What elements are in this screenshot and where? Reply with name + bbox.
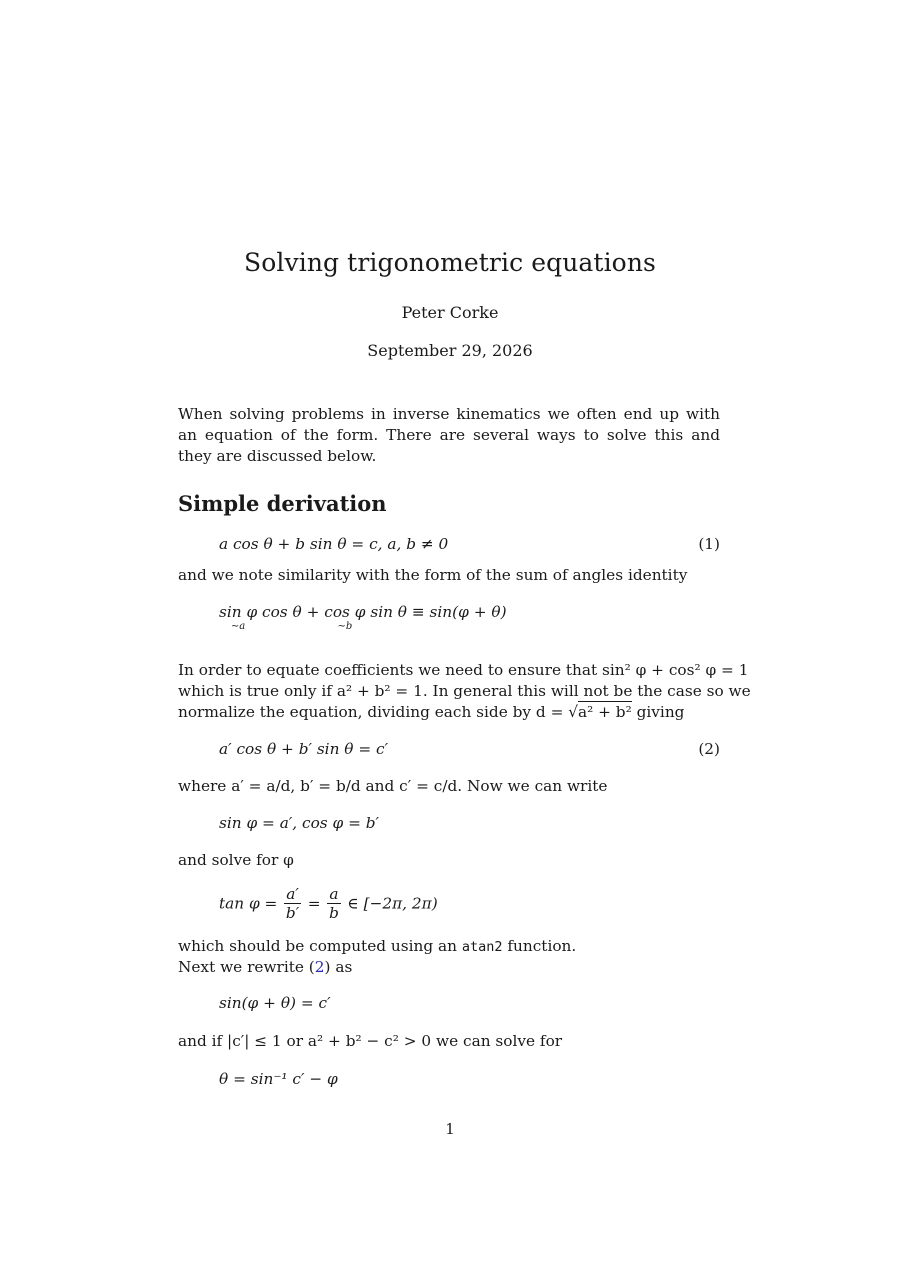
text-where: where a′ = a/d, b′ = b/d and c′ = c/d. Now we can write [178, 777, 608, 795]
underbrace-a [219, 603, 257, 633]
text-atan2 [178, 937, 576, 955]
para2-line-3c: giving [631, 703, 685, 721]
text-sum-of-angles: and we note similarity with the form of the sum of angles identity [178, 566, 688, 584]
text-rewrite-post: ) as [324, 958, 353, 976]
equation-2-reference-link[interactable]: 2 [314, 958, 325, 976]
equation-2: a′ cos θ + b′ sin θ = c′ [219, 740, 389, 758]
tan-lhs: tan φ = [219, 894, 278, 913]
sqrt-expression: a² + b² [578, 703, 632, 721]
text-condition: and if |c′| ≤ 1 or a² + b² − c² > 0 we can solve for [178, 1032, 563, 1050]
text-rewrite [178, 958, 352, 976]
frac1-numerator: a′ [286, 885, 299, 903]
equation-sin-cos: sin φ = a′, cos φ = b′ [219, 814, 380, 832]
tan-equals: = [307, 894, 321, 913]
identity-part-3: cos φ [324, 603, 366, 621]
section-heading: Simple derivation [178, 491, 387, 516]
tan-rhs: ∈ [−2π, 2π) [347, 894, 438, 913]
text-rewrite-pre: Next we rewrite ( [178, 958, 315, 976]
underbrace-label-b: ∼b [337, 621, 353, 632]
equation-2-number: (2) [698, 740, 720, 758]
para2-line-3a: normalize the equation, dividing each side by d = √ [178, 703, 579, 721]
paper-title: Solving trigonometric equations [244, 248, 656, 277]
fraction-a-b [327, 885, 340, 922]
frac2-numerator: a [329, 885, 339, 903]
equation-tan [219, 885, 438, 922]
text-solve-phi: and solve for φ [178, 851, 294, 869]
para2-line-2: which is true only if a² + b² = 1. In general this will not be the case so we [178, 682, 751, 700]
equation-theta: θ = sin⁻¹ c′ − φ [219, 1070, 338, 1088]
underbrace-label-a: ∼a [230, 621, 246, 632]
identity-part-2: cos θ + [257, 603, 325, 621]
identity-part-1: sin φ [219, 603, 258, 621]
equation-1-number: (1) [698, 535, 720, 553]
equation-1: a cos θ + b sin θ = c, a, b ≠ 0 [219, 535, 449, 553]
frac2-denominator: b [329, 904, 339, 922]
underbrace-b [324, 603, 365, 633]
text-atan2-post: function. [502, 937, 577, 955]
text-atan2-pre: which should be computed using an [178, 937, 462, 955]
fraction-a-prime-b-prime [284, 885, 301, 922]
atan2-code: atan2 [461, 939, 503, 955]
equation-sin-sum: sin(φ + θ) = c′ [219, 994, 331, 1012]
intro-paragraph: When solving problems in inverse kinematics we often end up with an equation of the form. There are several ways to solve this and they are discussed below. [178, 405, 720, 465]
author-name: Peter Corke [401, 303, 499, 322]
para2-line-1: In order to equate coefficients we need to ensure that sin² φ + cos² φ = 1 [178, 661, 749, 679]
identity-part-4: sin θ ≡ sin(φ + θ) [365, 603, 507, 621]
para2-line-3 [178, 703, 684, 721]
page-number: 1 [445, 1120, 455, 1138]
paper-date: September 29, 2026 [367, 341, 533, 360]
frac1-denominator: b′ [285, 904, 300, 922]
identity-equation [219, 603, 507, 633]
